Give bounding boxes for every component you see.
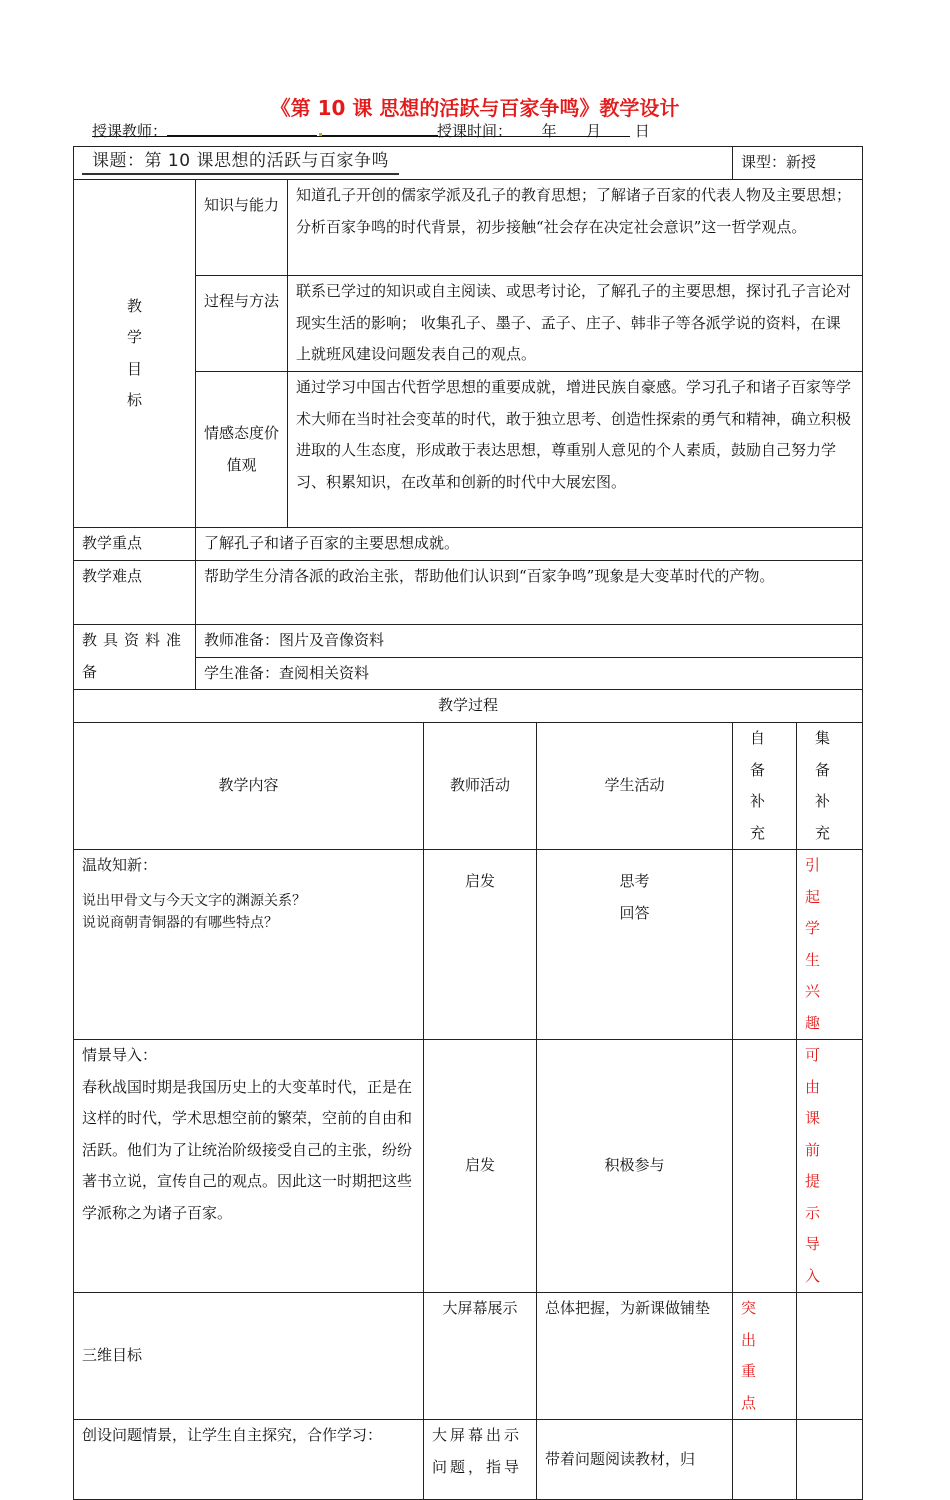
lesson-type: 课型：新授: [733, 147, 863, 180]
row-content-line: 说出甲骨文与今天文字的渊源关系？: [82, 892, 306, 909]
materials-label: 教具资料准备: [74, 625, 196, 690]
teacher-blank: [167, 121, 317, 136]
objectives-char: 标: [126, 391, 142, 409]
materials-row-teacher: [74, 625, 863, 658]
difficulties-label: 教学难点: [74, 561, 196, 625]
row-group-note: [797, 1420, 863, 1500]
row-self-note: [733, 1040, 797, 1293]
process-row: [74, 1040, 863, 1293]
objective-content: 通过学习中国古代哲学思想的重要成就，增进民族自豪感。学习孔子和诸子百家等学术大师在当时社会变革的时代，敢于独立思考、创造性探索的勇气和精神，确立积极进取的人生态度，形成敢于表达思想，尊重别人意见的个人素质，鼓励自己努力学习、积累知识，在改革和创新的时代中大展宏图。: [288, 372, 863, 528]
topic-row: [74, 147, 863, 180]
row-student: 总体把握，为新课做铺垫: [537, 1293, 733, 1420]
row-student-line: 回答: [619, 903, 650, 922]
objective-category: 情感态度价值观: [196, 372, 288, 528]
year-label: 年: [541, 122, 557, 140]
lesson-plan-table: [73, 146, 863, 1500]
process-row: [74, 850, 863, 1040]
process-heading-row: [74, 690, 863, 723]
topic-cell: [74, 147, 733, 180]
objective-row-knowledge: [74, 180, 863, 276]
month-label: 月: [586, 122, 602, 140]
process-row: [74, 1293, 863, 1420]
row-group-note: 引起学生兴趣: [797, 850, 863, 1040]
row-content-title: 温故知新：: [82, 856, 158, 874]
row-group-note: 可由课前提示导入: [797, 1040, 863, 1293]
header-underline: [92, 136, 630, 137]
col-student: 学生活动: [537, 723, 733, 850]
row-student: [537, 850, 733, 1040]
row-student: 积极参与: [537, 1040, 733, 1293]
col-content: 教学内容: [74, 723, 424, 850]
row-content-title: 创设问题情景，让学生自主探究，合作学习：: [74, 1420, 424, 1500]
document-title: 《第 10 课 思想的活跃与百家争鸣》教学设计: [270, 96, 680, 120]
process-row: [74, 1420, 863, 1500]
objective-category: 过程与方法: [196, 276, 288, 372]
row-teacher: 大屏幕出示问题，指导: [424, 1420, 537, 1500]
col-teacher: 教师活动: [424, 723, 537, 850]
time-label: 授课时间：: [437, 122, 513, 140]
key-points-content: 了解孔子和诸子百家的主要思想成就。: [196, 528, 863, 561]
time-line: [437, 120, 650, 141]
row-teacher: 启发: [424, 1040, 537, 1293]
col-group: 集备补充: [797, 723, 863, 850]
objectives-label: [74, 180, 196, 528]
teacher-blank-2: [322, 121, 438, 136]
key-points-label: 教学重点: [74, 528, 196, 561]
row-student: 带着问题阅读教材，归: [537, 1420, 733, 1500]
row-student-line: 思考: [619, 872, 650, 890]
topic-label: 课题：第 10 课思想的活跃与百家争鸣: [82, 149, 399, 175]
objectives-char: 目: [126, 359, 142, 378]
difficulties-row: [74, 561, 863, 625]
teacher-label: 授课教师：: [92, 122, 168, 140]
row-self-note: 突出重点: [733, 1293, 797, 1420]
materials-teacher: 教师准备：图片及音像资料: [196, 625, 863, 658]
objective-content: 知道孔子开创的儒家学派及孔子的教育思想；了解诸子百家的代表人物及主要思想；分析百家争鸣的时代背景，初步接触“社会存在决定社会意识”这一哲学观点。: [288, 180, 863, 276]
objective-category: 知识与能力: [196, 180, 288, 276]
row-content-title: 情景导入：: [82, 1046, 158, 1064]
row-teacher: 大屏幕展示: [424, 1293, 537, 1420]
process-columns-row: [74, 723, 863, 850]
difficulties-content: 帮助学生分清各派的政治主张，帮助他们认识到“百家争鸣”现象是大变革时代的产物。: [196, 561, 863, 625]
teacher-line: [92, 120, 438, 141]
objectives-char: 教: [126, 296, 142, 315]
materials-student: 学生准备：查阅相关资料: [196, 657, 863, 690]
objectives-char: 学: [126, 328, 142, 346]
objective-content: 联系已学过的知识或自主阅读、或思考讨论，了解孔子的主要思想，探讨孔子言论对现实生活的影响； 收集孔子、墨子、孟子、庄子、韩非子等各派学说的资料，在课上就班风建设问题发表自己的观点。: [288, 276, 863, 372]
row-teacher: 启发: [424, 850, 537, 1040]
row-content-line: 说说商朝青铜器的有哪些特点？: [82, 914, 278, 931]
day-label: 日: [634, 122, 650, 140]
col-self: 自备补充: [733, 723, 797, 850]
key-points-row: [74, 528, 863, 561]
row-content: [74, 1040, 424, 1293]
row-self-note: [733, 850, 797, 1040]
row-self-note: [733, 1420, 797, 1500]
row-group-note: [797, 1293, 863, 1420]
row-content-title: 三维目标: [74, 1293, 424, 1420]
process-heading: 教学过程: [74, 690, 863, 723]
row-content: [74, 850, 424, 1040]
row-content-line: 春秋战国时期是我国历史上的大变革时代，正是在这样的时代，学术思想空前的繁荣，空前的自由和活跃。他们为了让统治阶级接受自己的主张，纷纷著书立说，宣传自己的观点。因此这一时期把这些学派称之为诸子百家。: [82, 1077, 413, 1222]
